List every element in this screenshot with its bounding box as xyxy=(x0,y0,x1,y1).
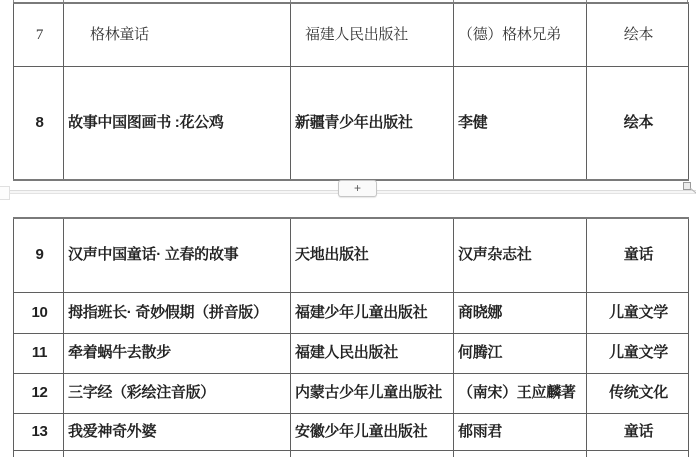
cell-row-number[interactable] xyxy=(14,451,64,458)
cell-row-number[interactable]: 9 xyxy=(14,218,64,293)
cell-book-title[interactable]: 汉声中国童话· 立春的故事 xyxy=(64,218,291,293)
table-row xyxy=(14,218,689,293)
cell-category[interactable]: 儿童文学 xyxy=(587,334,689,374)
cell-category[interactable] xyxy=(587,451,689,458)
cell-book-title[interactable]: 拇指班长· 奇妙假期（拼音版） xyxy=(64,293,291,334)
cell-author[interactable]: （德）格林兄弟 xyxy=(454,3,587,67)
table-row-clipped xyxy=(14,451,689,458)
cell-author[interactable]: 汉声杂志社 xyxy=(454,218,587,293)
cell-publisher[interactable]: 福建人民出版社 xyxy=(291,3,454,67)
cell-book-title[interactable]: 格林童话 xyxy=(64,3,291,67)
cell-category[interactable]: 儿童文学 xyxy=(587,293,689,334)
left-edge-control-fragment xyxy=(0,186,10,200)
cell-publisher[interactable]: 福建少年儿童出版社 xyxy=(291,293,454,334)
cell-author[interactable]: 商晓娜 xyxy=(454,293,587,334)
cell-publisher[interactable]: 内蒙古少年儿童出版社 xyxy=(291,374,454,414)
table-row xyxy=(14,414,689,451)
cell-publisher[interactable]: 安徽少年儿童出版社 xyxy=(291,414,454,451)
cell-publisher[interactable]: 天地出版社 xyxy=(291,218,454,293)
cell-category[interactable]: 绘本 xyxy=(587,3,689,67)
cell-row-number[interactable]: 8 xyxy=(14,67,64,181)
book-table-upper xyxy=(13,2,689,181)
table-row xyxy=(14,293,689,334)
cell-book-title[interactable]: 我爱神奇外婆 xyxy=(64,414,291,451)
cell-row-number[interactable]: 7 xyxy=(14,3,64,67)
cell-author[interactable]: 何腾江 xyxy=(454,334,587,374)
table-row xyxy=(14,67,689,181)
cell-row-number[interactable]: 10 xyxy=(14,293,64,334)
cell-author[interactable]: 郁雨君 xyxy=(454,414,587,451)
cell-category[interactable]: 绘本 xyxy=(587,67,689,181)
cell-row-number[interactable]: 12 xyxy=(14,374,64,414)
cell-author[interactable]: （南宋）王应麟著 xyxy=(454,374,587,414)
table-row xyxy=(14,3,689,67)
cell-row-number[interactable]: 11 xyxy=(14,334,64,374)
cell-publisher[interactable] xyxy=(291,451,454,458)
cell-book-title[interactable]: 牵着蜗牛去散步 xyxy=(64,334,291,374)
cell-book-title[interactable]: 三字经（彩绘注音版） xyxy=(64,374,291,414)
table-insert-plus-button[interactable]: + xyxy=(338,180,377,197)
cell-author[interactable]: 李健 xyxy=(454,67,587,181)
cell-author[interactable] xyxy=(454,451,587,458)
table-row xyxy=(14,334,689,374)
cell-category[interactable]: 传统文化 xyxy=(587,374,689,414)
cell-book-title[interactable]: 故事中国图画书 :花公鸡 xyxy=(64,67,291,181)
book-table-lower xyxy=(13,217,689,457)
cell-publisher[interactable]: 福建人民出版社 xyxy=(291,334,454,374)
cell-publisher[interactable]: 新疆青少年出版社 xyxy=(291,67,454,181)
cell-row-number[interactable]: 13 xyxy=(14,414,64,451)
cell-category[interactable]: 童话 xyxy=(587,218,689,293)
table-row xyxy=(14,374,689,414)
cell-category[interactable]: 童话 xyxy=(587,414,689,451)
cell-book-title[interactable] xyxy=(64,451,291,458)
